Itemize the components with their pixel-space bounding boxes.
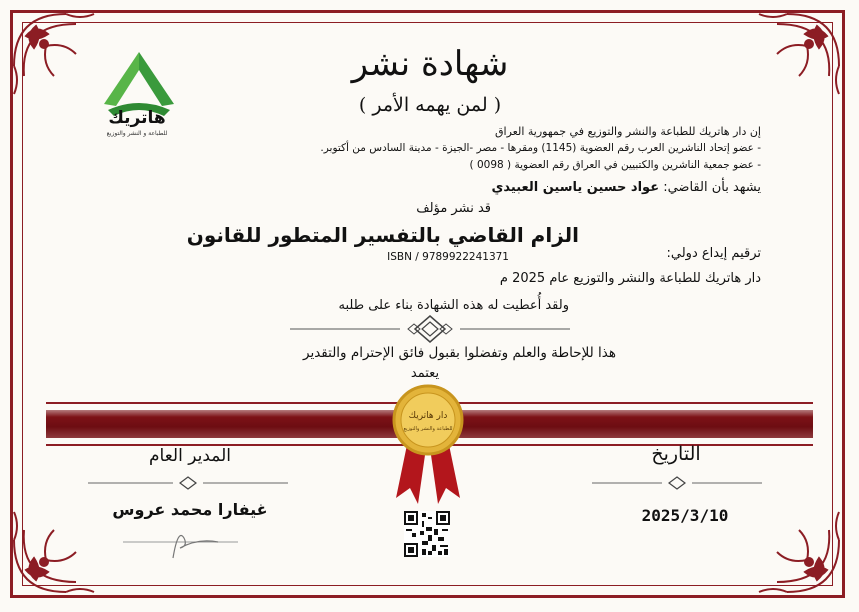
signature-icon xyxy=(118,520,248,560)
manager-name: غيفارا محمد عروس xyxy=(112,500,268,519)
publisher-membership-2: - عضو جمعية الناشرين والكتبيين في العراق رقم العضوية ( 0098 ) xyxy=(469,159,761,171)
manager-label: المدير العام xyxy=(149,446,231,466)
manager-ornament xyxy=(88,475,288,489)
date-value: 2025/3/10 xyxy=(641,506,729,525)
publisher-year-line: دار هاتريك للطباعة والنشر والتوزيع عام 2025 م xyxy=(499,271,761,286)
gold-seal-icon xyxy=(368,380,488,510)
page-title: شهادة نشر xyxy=(351,44,509,84)
author-label: قد نشر مؤلف xyxy=(416,201,491,216)
seal-line2: للطباعة والنشر والتوزيع xyxy=(403,426,453,432)
approved-label: يعتمد xyxy=(410,366,440,381)
qr-code-icon xyxy=(404,511,450,557)
certifies-line xyxy=(491,180,761,195)
judge-name: عواد حسين ياسين العبيدي xyxy=(491,180,660,195)
logo-name: هاتريك xyxy=(108,108,166,128)
corner-ornament-top-right xyxy=(737,6,847,116)
gratitude-line: هذا للإحاطة والعلم وتفضلوا بقبول فائق الإحترام والتقدير xyxy=(303,345,616,361)
publisher-membership-1: - عضو إتحاد الناشرين العرب رقم العضوية (1145) ومقرها - مصر -الجيزة - مدينة السادس من أكتوبر. xyxy=(320,142,761,154)
divider-ornament xyxy=(290,315,570,343)
isbn-label: ترقيم إيداع دولي: xyxy=(666,246,761,261)
publisher-intro: إن دار هاتريك للطباعة والنشر والتوزيع في جمهورية العراق xyxy=(495,125,761,138)
date-label: التاريخ xyxy=(651,443,701,465)
logo-tagline: للطباعة و النشر والتوزيع xyxy=(106,130,168,137)
page-subtitle: ( لمن يهمه الأمر ) xyxy=(358,94,502,116)
corner-ornament-bottom-left xyxy=(6,490,116,600)
certifies-prefix: يشهد بأن القاضي: xyxy=(659,180,761,195)
isbn-value: ISBN / 9789922241371 xyxy=(387,251,509,263)
corner-ornament-bottom-right xyxy=(737,490,847,600)
date-ornament xyxy=(592,475,762,489)
granted-line: ولقد أُعطيت له هذه الشهادة بناء على طلبه xyxy=(338,298,569,313)
book-title: الزام القاضي بالتفسير المتطور للقانون xyxy=(186,223,579,247)
seal-line1: دار هاتريك xyxy=(408,411,448,421)
